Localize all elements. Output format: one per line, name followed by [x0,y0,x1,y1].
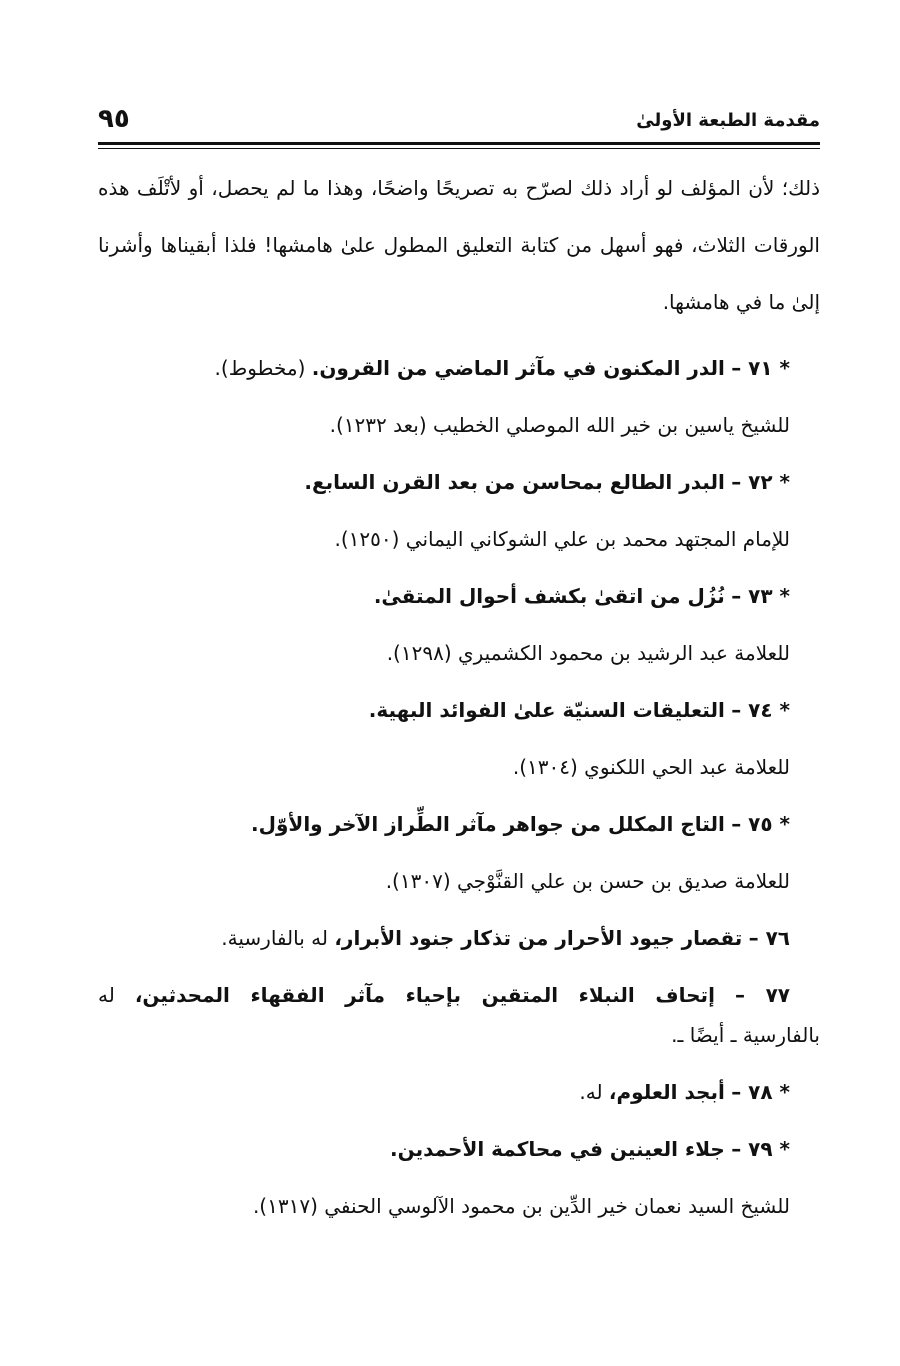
entry-number: * ٧٨ – [731,1080,790,1104]
bibliography-entry-author-line: للعلامة عبد الرشيد بن محمود الكشميري (١٢٩٨). [386,641,790,665]
bibliography-entry-author-line: للشيخ السيد نعمان خير الدِّين بن محمود الآلوسي الحنفي (١٣١٧). [252,1194,790,1218]
page-header [98,100,820,144]
entry-title: نُزُل من اتقىٰ بكشف أحوال المتقىٰ. [373,584,725,608]
bibliography-entry-author-line: للشيخ ياسين بن خير الله الموصلي الخطيب (بعد ١٢٣٢). [329,413,790,437]
bibliography-list-continued [98,1055,820,1226]
bibliography-entry-title-line [98,331,820,388]
bibliography-list [98,331,820,958]
entry-title: التاج المكلل من جواهر مآثر الطِّراز الآخر والأوّل. [251,812,725,836]
entry-note: (مخطوط). [214,356,312,380]
entry-note: له. [579,1080,609,1104]
entry-number: * ٧٢ – [731,470,790,494]
entry-number: * ٧٣ – [731,584,790,608]
header-rule-thin [98,148,820,149]
page-number: ٩٥ [98,104,130,134]
intro-paragraph: ذلك؛ لأن المؤلف لو أراد ذلك لصرّح به تصريحًا واضحًا، وهذا ما لم يحصل، أو لأتْلَف هذه الورقات الثلاث، فهو أسهل من كتابة التعليق المطول علىٰ هامشها! فلذا أبقيناها وأشرنا إلىٰ ما في هامشها. [98,176,820,314]
bibliography-entry-author-line: للعلامة عبد الحي اللكنوي (١٣٠٤). [512,755,790,779]
page-body [98,160,820,1226]
entry-title: تقصار جيود الأحرار من تذكار جنود الأبرار، [334,926,743,950]
bibliography-entry-title-line [98,673,820,730]
entry-title: إتحاف النبلاء المتقين بإحياء مآثر الفقهاء المحدثين، [134,983,715,1007]
header-rule [98,142,820,145]
entry-title: أبجد العلوم، [608,1080,725,1104]
entry-number: * ٧٤ – [731,698,790,722]
running-header-title: مقدمة الطبعة الأولىٰ [636,110,820,131]
bibliography-entry-author-line: للإمام المجتهد محمد بن علي الشوكاني اليماني (١٢٥٠). [334,527,790,551]
bibliography-entry-title-line [98,1112,820,1169]
entry-note: له بالفارسية. [221,926,335,950]
entry-title: البدر الطالع بمحاسن من بعد القرن السابع. [304,470,725,494]
entry-number: ٧٦ – [748,926,790,950]
entry-number: * ٧٩ – [731,1137,790,1161]
entry-title: جلاء العينين في محاكمة الأحمدين. [389,1137,725,1161]
bibliography-entry-title-line [98,787,820,844]
entry-title: الدر المكنون في مآثر الماضي من القرون. [311,356,725,380]
entry-title: التعليقات السنيّة علىٰ الفوائد البهية. [368,698,725,722]
bibliography-entry-title-line [98,901,820,958]
entry-number: * ٧٥ – [731,812,790,836]
entry-77-line-2: بالفارسية ـ أيضًا ـ. [671,1023,820,1047]
bibliography-entry-77 [98,958,820,1055]
entry-note: له [98,983,135,1007]
bibliography-entry-title-line [98,445,820,502]
entry-number: * ٧١ – [731,356,790,380]
bibliography-entry-title-line [98,1055,820,1112]
entry-77-line-1 [98,975,820,1015]
entry-number: ٧٧ – [734,983,790,1007]
bibliography-entry-author-line: للعلامة صديق بن حسن بن علي القنَّوْجي (١٣٠٧). [385,869,790,893]
bibliography-entry-title-line [98,559,820,616]
